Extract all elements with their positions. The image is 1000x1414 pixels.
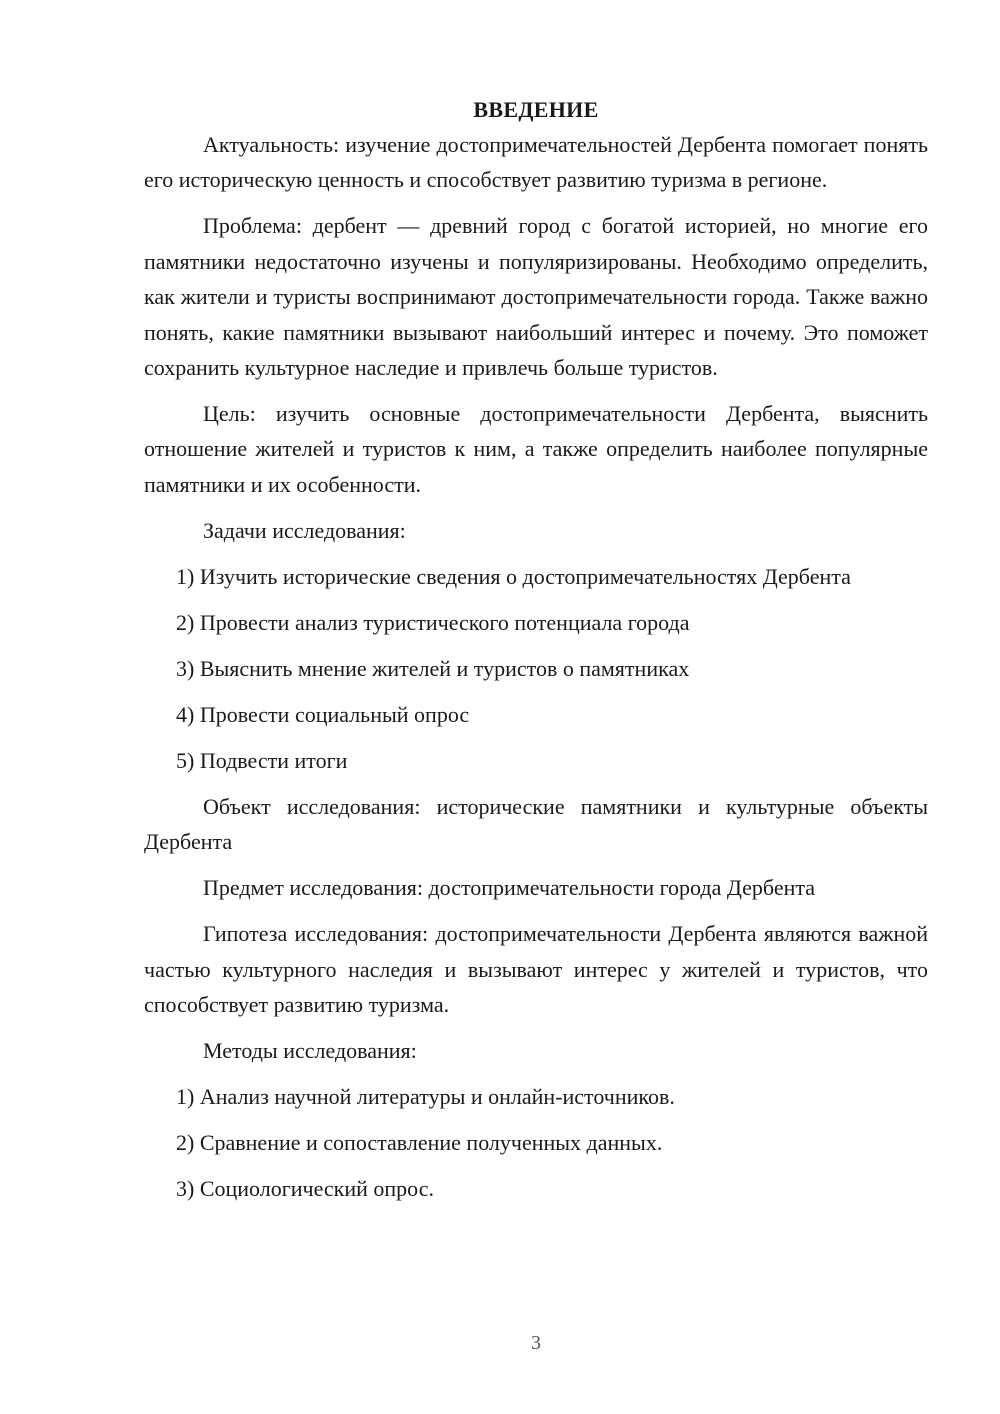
document-page bbox=[144, 92, 928, 1217]
page-title: ВВЕДЕНИЕ bbox=[473, 97, 599, 122]
task-item: 2) Провести анализ туристического потенциала города bbox=[176, 609, 690, 635]
task-item: 4) Провести социальный опрос bbox=[176, 701, 470, 727]
task-item: 5) Подвести итоги bbox=[176, 747, 348, 773]
page-number: 3 bbox=[531, 1332, 541, 1354]
method-item: 3) Социологический опрос. bbox=[176, 1176, 434, 1202]
methods-heading: Методы исследования: bbox=[203, 1038, 417, 1064]
paragraph-object: Объект исследования: исторические памятники и культурные объекты Дербента bbox=[144, 793, 928, 855]
method-item: 2) Сравнение и сопоставление полученных данных. bbox=[176, 1130, 663, 1156]
task-item: 3) Выяснить мнение жителей и туристов о памятниках bbox=[176, 655, 690, 681]
task-item: 1) Изучить исторические сведения о достопримечательностях Дербента bbox=[176, 563, 851, 589]
method-item: 1) Анализ научной литературы и онлайн-источников. bbox=[176, 1084, 675, 1110]
paragraph-problem: Проблема: дербент — древний город с богатой историей, но многие его памятники недостаточно изучены и популяризированы. Необходимо определить, как жители и туристы воспринимают достопримечательности города. Также важно понять, какие памятники вызывают наибольший интерес и почему. Это поможет сохранить культурное наследие и привлечь больше туристов. bbox=[144, 213, 928, 381]
paragraph-relevance: Актуальность: изучение достопримечательностей Дербента помогает понять его историческую ценность и способствует развитию туризма в регионе. bbox=[144, 132, 928, 193]
paragraph-hypothesis: Гипотеза исследования: достопримечательности Дербента являются важной частью культурного наследия и вызывают интерес у жителей и туристов, что способствует развитию туризма. bbox=[144, 921, 928, 1018]
paragraph-subject: Предмет исследования: достопримечательности города Дербента bbox=[203, 875, 816, 901]
tasks-heading: Задачи исследования: bbox=[203, 517, 406, 543]
paragraph-goal: Цель: изучить основные достопримечательности Дербента, выяснить отношение жителей и туристов к ним, а также определить наиболее популярные памятники и их особенности. bbox=[144, 401, 928, 497]
